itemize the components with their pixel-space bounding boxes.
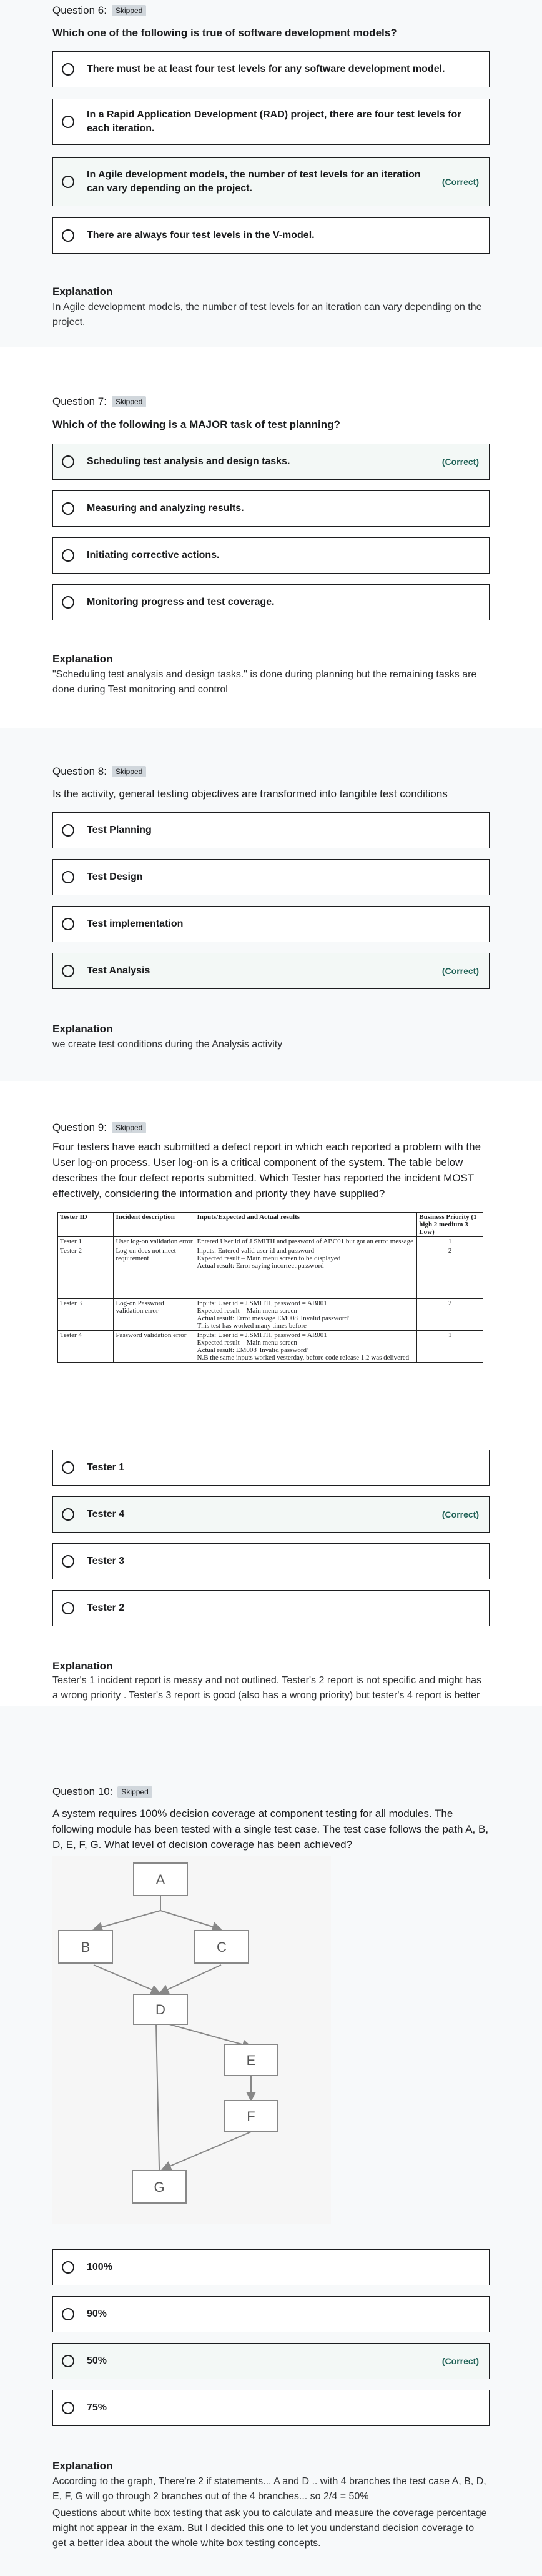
question-9 bbox=[0, 1081, 542, 1706]
table-cell: Entered User id of J SMITH and password of ABC01 but got an error message bbox=[195, 1237, 417, 1246]
radio-icon[interactable] bbox=[62, 2261, 74, 2274]
skipped-badge: Skipped bbox=[112, 396, 146, 407]
answer-label: 100% bbox=[87, 2262, 112, 2272]
node-c-label: C bbox=[217, 1939, 227, 1955]
question-text: Which of the following is a MAJOR task of test planning? bbox=[52, 419, 340, 430]
explanation-text: Tester's 1 incident report is messy and not outlined. Tester's 2 report is not specific and might has a wrong priority . Tester's 3 report is good (also has a wrong priority) but tester's 4 report is better bbox=[52, 1675, 482, 1701]
question-6 bbox=[0, 0, 542, 347]
explanation-title: Explanation bbox=[52, 1660, 113, 1672]
explanation-text: In Agile development models, the number of test levels for an iteration can vary depending on the project. bbox=[52, 302, 482, 327]
answer-label: Initiating corrective actions. bbox=[87, 550, 220, 560]
table-cell: Tester 3 bbox=[58, 1299, 114, 1331]
explanation-title: Explanation bbox=[52, 653, 113, 665]
answer-option[interactable] bbox=[52, 859, 490, 895]
answer-option[interactable] bbox=[52, 906, 490, 942]
question-text: A system requires 100% decision coverage at component testing for all modules. The following module has been tested with a single test case. The test case follows the path A, B, D, E, F, G. What level of decision coverage has been achieved? bbox=[52, 1808, 489, 1851]
explanation-text: "Scheduling test analysis and design tasks." is done during planning but the remaining tasks are done during Test monitoring and control bbox=[52, 669, 477, 695]
skipped-badge: Skipped bbox=[112, 1122, 146, 1133]
correct-tag: (Correct) bbox=[441, 966, 479, 976]
table-cell: Log-on Password validation error bbox=[114, 1299, 195, 1331]
table-cell: Inputs: User id = J.SMITH, password = AB001 Expected result – Main menu screen Actual result: Error message EM008 'Invalid password' This test has worked many times before bbox=[195, 1299, 417, 1331]
answer-label: Tester 3 bbox=[87, 1556, 125, 1566]
explanation-title: Explanation bbox=[52, 1023, 113, 1035]
table-cell: Tester 2 bbox=[58, 1246, 114, 1299]
answer-option-correct[interactable] bbox=[52, 953, 490, 989]
radio-icon[interactable] bbox=[62, 871, 74, 883]
question-header bbox=[52, 1786, 152, 1798]
table-cell: Password validation error bbox=[114, 1331, 195, 1363]
question-number: Question 8: bbox=[52, 765, 107, 777]
table-cell: 2 bbox=[417, 1299, 483, 1331]
answer-option[interactable] bbox=[52, 99, 490, 145]
correct-tag: (Correct) bbox=[441, 1509, 479, 1519]
answer-label: Test Planning bbox=[87, 825, 152, 835]
answer-option[interactable] bbox=[52, 217, 490, 254]
table-cell: 1 bbox=[417, 1331, 483, 1363]
node-b-label: B bbox=[81, 1939, 91, 1955]
radio-icon[interactable] bbox=[62, 1602, 74, 1614]
column-header: Tester ID bbox=[58, 1213, 114, 1237]
radio-icon[interactable] bbox=[62, 2355, 74, 2367]
edge-b-d bbox=[94, 1965, 160, 1993]
flow-graph bbox=[52, 1856, 331, 2224]
node-g-label: G bbox=[154, 2179, 165, 2195]
skipped-badge: Skipped bbox=[112, 766, 146, 777]
question-number: Question 9: bbox=[52, 1121, 107, 1133]
table-cell: User log-on validation error bbox=[114, 1237, 195, 1246]
explanation-text: we create test conditions during the Analysis activity bbox=[52, 1039, 283, 1050]
radio-icon[interactable] bbox=[62, 1461, 74, 1474]
table-cell: Inputs: User id = J.SMITH, password = AR001 Expected result – Main menu screen Actual result: EM008 'Invalid password' N.B the same inputs worked yesterday, before code release 1.2 was delivered bbox=[195, 1331, 417, 1363]
answer-label: Tester 1 bbox=[87, 1462, 125, 1473]
question-header bbox=[52, 765, 146, 778]
radio-icon[interactable] bbox=[62, 455, 74, 468]
skipped-badge: Skipped bbox=[112, 5, 146, 16]
table-cell: Tester 4 bbox=[58, 1331, 114, 1363]
answer-label: Test Design bbox=[87, 872, 143, 882]
table-cell: 2 bbox=[417, 1246, 483, 1299]
radio-icon[interactable] bbox=[62, 1555, 74, 1568]
answer-label: In Agile development models, the number of test levels for an iteration can vary depending on the project. bbox=[87, 169, 421, 194]
radio-icon[interactable] bbox=[62, 116, 74, 128]
node-e-label: E bbox=[246, 2052, 256, 2068]
defect-report-table bbox=[57, 1212, 483, 1363]
control-flow-diagram bbox=[52, 1856, 331, 2224]
table-row bbox=[58, 1299, 483, 1331]
correct-tag: (Correct) bbox=[441, 2356, 479, 2366]
table-header-row bbox=[58, 1213, 483, 1237]
question-number: Question 6: bbox=[52, 4, 107, 16]
explanation-text-2: Questions about white box testing that ask you to calculate and measure the coverage percentage might not appear in the exam. But I decided this one to let you understand decision coverage to get a better idea about the whole white box testing concepts. bbox=[52, 2508, 487, 2549]
edge-a-c bbox=[160, 1911, 221, 1929]
question-text: Is the activity, general testing objectives are transformed into tangible test conditions bbox=[52, 788, 448, 800]
radio-icon[interactable] bbox=[62, 502, 74, 515]
correct-tag: (Correct) bbox=[441, 457, 479, 467]
answer-label: Monitoring progress and test coverage. bbox=[87, 597, 275, 607]
correct-tag: (Correct) bbox=[441, 177, 479, 187]
node-f-label: F bbox=[247, 2109, 255, 2124]
edge-c-d bbox=[160, 1965, 221, 1993]
radio-icon[interactable] bbox=[62, 229, 74, 242]
answer-option[interactable] bbox=[52, 51, 490, 87]
column-header: Business Priority (1 high 2 medium 3 Low) bbox=[417, 1213, 483, 1237]
question-header bbox=[52, 395, 146, 408]
explanation-text: According to the graph, There're 2 if statements... A and D .. with 4 branches the test case A, B, D, E, F, G will go through 2 branches out of the 4 branches... so 2/4 = 50% bbox=[52, 2476, 486, 2502]
edge-a-b bbox=[94, 1911, 160, 1929]
answer-option[interactable] bbox=[52, 537, 490, 574]
node-a-label: A bbox=[155, 1872, 165, 1887]
column-header: Inputs/Expected and Actual results bbox=[195, 1213, 417, 1237]
explanation-title: Explanation bbox=[52, 2460, 113, 2472]
answer-label: 75% bbox=[87, 2402, 107, 2413]
radio-icon[interactable] bbox=[62, 1508, 74, 1521]
question-text: Which one of the following is true of software development models? bbox=[52, 27, 397, 39]
column-header: Incident description bbox=[114, 1213, 195, 1237]
radio-icon[interactable] bbox=[62, 549, 74, 562]
question-8 bbox=[0, 728, 542, 1081]
question-text: Four testers have each submitted a defect report in which each reported a problem with the User log-on process. User log-on is a critical component of the system. The table below describes the four defect reports submitted. Which Tester has reported the incident MOST effectively, considering the information and priority they have supplied? bbox=[52, 1141, 481, 1200]
radio-icon[interactable] bbox=[62, 2308, 74, 2320]
question-number: Question 7: bbox=[52, 395, 107, 407]
answer-option-correct[interactable] bbox=[52, 1496, 490, 1533]
table-cell: Tester 1 bbox=[58, 1237, 114, 1246]
answer-label: Tester 4 bbox=[87, 1509, 125, 1519]
answer-label: Measuring and analyzing results. bbox=[87, 503, 244, 514]
answer-label: There must be at least four test levels for any software development model. bbox=[87, 64, 445, 74]
table-row bbox=[58, 1246, 483, 1299]
question-number: Question 10: bbox=[52, 1786, 113, 1798]
edge-d-e bbox=[165, 2023, 251, 2047]
radio-icon[interactable] bbox=[62, 824, 74, 837]
radio-icon[interactable] bbox=[62, 965, 74, 977]
answer-option[interactable] bbox=[52, 1590, 490, 1626]
answer-option[interactable] bbox=[52, 584, 490, 620]
table-cell: 1 bbox=[417, 1237, 483, 1246]
radio-icon[interactable] bbox=[62, 918, 74, 930]
answer-label: 50% bbox=[87, 2355, 107, 2366]
answer-label: Test implementation bbox=[87, 918, 184, 929]
question-header bbox=[52, 4, 146, 17]
answer-option[interactable] bbox=[52, 1450, 490, 1486]
answer-option-correct[interactable] bbox=[52, 2343, 490, 2379]
answer-option-correct[interactable] bbox=[52, 444, 490, 480]
question-header bbox=[52, 1121, 146, 1134]
answer-option[interactable] bbox=[52, 490, 490, 527]
radio-icon[interactable] bbox=[62, 2402, 74, 2414]
answer-option-correct[interactable] bbox=[52, 157, 490, 206]
radio-icon[interactable] bbox=[62, 176, 74, 188]
answer-option[interactable] bbox=[52, 812, 490, 848]
node-d-label: D bbox=[155, 2002, 165, 2017]
skipped-badge: Skipped bbox=[117, 1786, 152, 1798]
answer-label: Test Analysis bbox=[87, 965, 150, 976]
answer-option[interactable] bbox=[52, 2249, 490, 2285]
answer-label: There are always four test levels in the V-model. bbox=[87, 230, 315, 241]
table-cell: Inputs: Entered valid user id and password Expected result – Main menu screen to be displayed Actual result: Error saying incorrect password bbox=[195, 1246, 417, 1299]
table-row bbox=[58, 1237, 483, 1246]
question-7 bbox=[0, 347, 542, 728]
radio-icon[interactable] bbox=[62, 63, 74, 76]
answer-label: Tester 2 bbox=[87, 1603, 125, 1613]
answer-option[interactable] bbox=[52, 2390, 490, 2426]
answer-label: 90% bbox=[87, 2309, 107, 2319]
explanation-title: Explanation bbox=[52, 286, 113, 297]
edge-f-g bbox=[162, 2132, 251, 2169]
answer-label: Scheduling test analysis and design tasks. bbox=[87, 456, 290, 467]
answer-label: In a Rapid Application Development (RAD) project, there are four test levels for each iteration. bbox=[87, 109, 461, 134]
table-cell: Log-on does not meet requirement bbox=[114, 1246, 195, 1299]
radio-icon[interactable] bbox=[62, 596, 74, 609]
table-row bbox=[58, 1331, 483, 1363]
answer-option[interactable] bbox=[52, 2296, 490, 2332]
answer-option[interactable] bbox=[52, 1543, 490, 1579]
